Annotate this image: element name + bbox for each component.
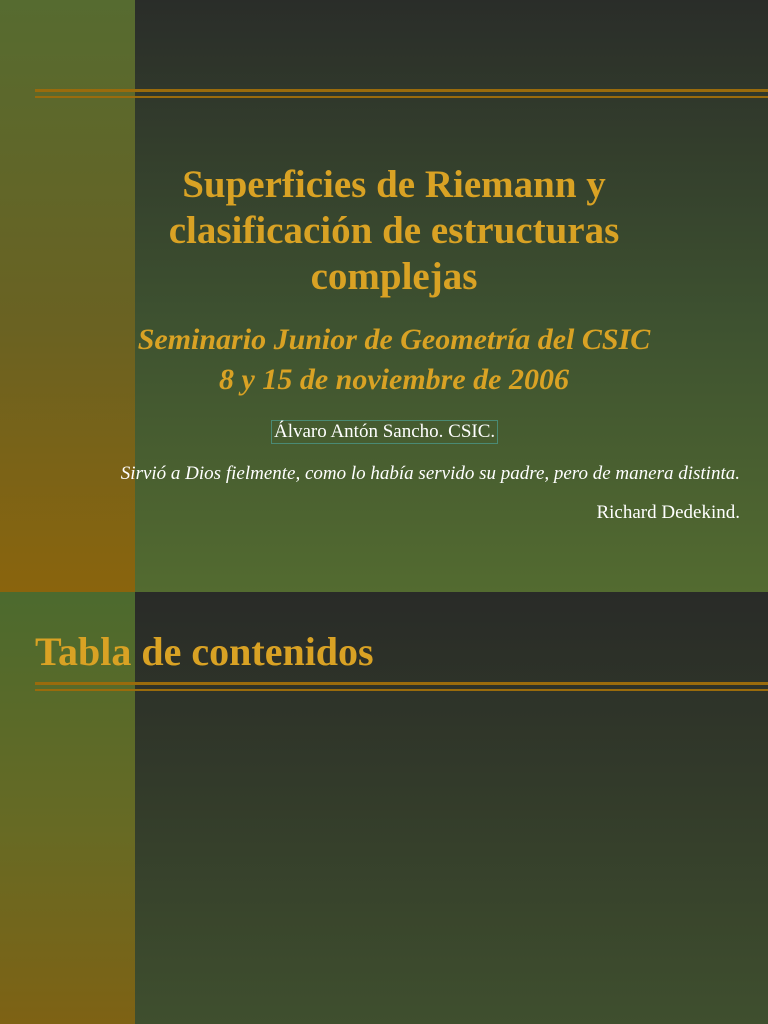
title-line: complejas	[310, 255, 478, 298]
epigraph-quote: Sirvió a Dios fielmente, como lo había servido su padre, pero de manera distinta.	[120, 463, 740, 484]
presentation-title	[35, 162, 753, 300]
heading-rule	[35, 682, 768, 685]
contents-slide	[0, 592, 768, 1024]
contents-heading: Tabla de contenidos	[35, 629, 374, 674]
subtitle-line: 8 y 15 de noviembre de 2006	[219, 363, 569, 396]
subtitle-line: Seminario Junior de Geometría del CSIC	[137, 323, 651, 356]
title-line: Superficies de Riemann y	[182, 163, 606, 206]
title-line: clasificación de estructuras	[168, 209, 620, 252]
header-rule-thin	[35, 96, 768, 98]
presentation-subtitle	[35, 320, 753, 400]
header-rule	[35, 89, 768, 92]
epigraph-author: Richard Dedekind.	[596, 502, 740, 523]
heading-rule-thin	[35, 689, 768, 691]
author-link[interactable]: Álvaro Antón Sancho. CSIC.	[271, 420, 498, 444]
